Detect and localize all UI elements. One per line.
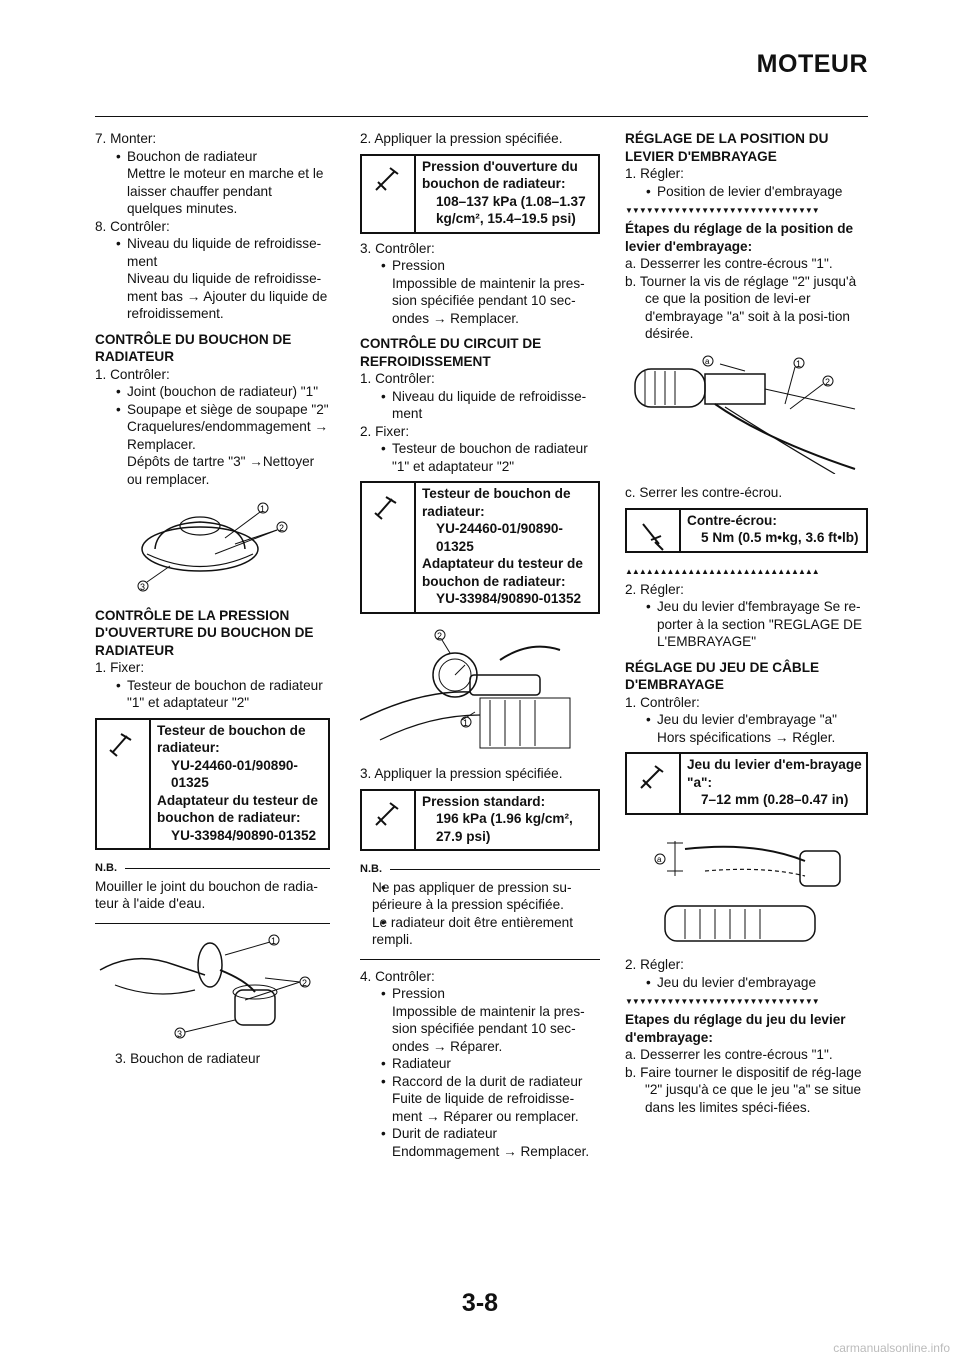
spec-value: YU-24460-01/90890-01325 <box>436 521 563 554</box>
step-b: b. Faire tourner le dispositif de rég-lage "2" jusqu'à ce que le jeu "a" se situe dans les limites spéci-fiées. <box>625 1064 862 1115</box>
bullet: • Niveau du liquide de refroidisse-ment <box>95 235 330 270</box>
bullet: • Durit de radiateur <box>360 1125 600 1143</box>
callout-1: 1 <box>271 935 277 946</box>
lever-position-figure <box>625 349 868 479</box>
wrench-icon <box>362 791 416 850</box>
callout-2: 2 <box>437 630 443 641</box>
header-rule <box>95 116 868 117</box>
steps-title: Etapes du réglage du jeu du levier d'embrayage: <box>625 1012 846 1045</box>
wrench-icon <box>362 156 416 232</box>
cap-tester-figure <box>95 930 330 1045</box>
step-7: 7. Monter: <box>95 131 157 146</box>
nb-end-rule <box>360 959 600 960</box>
text: Niveau du liquide de refroidisse-ment bas → Ajouter du liquide de refroidissement. <box>127 271 328 321</box>
wrench-icon <box>627 754 681 813</box>
spec-label: Adaptateur du testeur de bouchon de radiateur: <box>422 556 583 589</box>
tool-icon <box>362 483 416 612</box>
bullet: • Pression <box>360 257 600 275</box>
spec-value: 7–12 mm (0.28–0.47 in) <box>701 792 849 807</box>
spec-box-locknut <box>625 508 868 553</box>
bullet: • Joint (bouchon de radiateur) "1" <box>95 383 330 401</box>
bullet: • Bouchon de radiateur <box>95 148 330 166</box>
step-8: 8. Contrôler: <box>95 218 170 234</box>
spec-value: 196 kPa (1.96 kg/cm², 27.9 psi) <box>436 811 573 844</box>
step-3: 3. Appliquer la pression spécifiée. <box>360 766 563 781</box>
step-1: 1. Contrôler: <box>95 366 170 382</box>
nb-label: N.B. <box>360 861 600 879</box>
step-c: c. Serrer les contre-écrou. <box>625 485 783 500</box>
spec-label: Adaptateur du testeur de bouchon de radiateur: <box>157 792 318 825</box>
nb-bullet: • Ne pas appliquer de pression su-périeure à la pression spécifiée. <box>360 879 600 914</box>
callout-3: 3 <box>177 1028 183 1039</box>
step-2: 2. Régler: <box>625 581 684 597</box>
heading-cooling-circuit: CONTRÔLE DU CIRCUIT DE REFROIDISSEMENT <box>360 336 542 369</box>
callout-1: 1 <box>463 717 469 728</box>
step-a: a. Desserrer les contre-écrous "1". <box>625 1047 833 1062</box>
column-2 <box>360 130 600 1160</box>
callout-2: 2 <box>279 523 285 533</box>
callout-2: 2 <box>302 977 308 988</box>
section-title: MOTEUR <box>756 50 868 78</box>
radiator-cap-figure <box>95 494 330 599</box>
bullet: • Soupape et siège de soupape "2" <box>95 401 330 419</box>
heading-cap-pressure: CONTRÔLE DE LA PRESSION D'OUVERTURE DU BOUCHON DE RADIATEUR <box>95 607 314 658</box>
heading-lever-position: RÉGLAGE DE LA POSITION DU LEVIER D'EMBRAYAGE <box>625 131 829 164</box>
steps-title: Étapes du réglage de la position de levier d'embrayage: <box>625 221 854 254</box>
spec-label: Jeu du levier d'em-brayage "a": <box>687 757 862 790</box>
spec-value: YU-33984/90890-01352 <box>436 591 582 606</box>
start-marks: ▼▼▼▼▼▼▼▼▼▼▼▼▼▼▼▼▼▼▼▼▼▼▼▼▼▼▼▼ <box>625 997 819 1006</box>
spec-box-tester <box>360 481 600 614</box>
step-2: 2. Appliquer la pression spécifiée. <box>360 131 563 146</box>
text: Impossible de maintenir la pres-sion spécifiée pendant 10 sec-ondes → Remplacer. <box>392 275 585 326</box>
spec-value: 108–137 kPa (1.08–1.37 kg/cm², 15.4–19.5 psi) <box>436 193 586 226</box>
page-number: 3-8 <box>461 1289 499 1317</box>
step-2: 2. Fixer: <box>360 423 410 439</box>
bullet: • Jeu du levier d'fembrayage Se re-porter à la section "REGLAGE DE L'EMBRAYAGE" <box>625 598 868 651</box>
circuit-tester-figure <box>360 620 600 760</box>
step-b: b. Tourner la vis de réglage "2" jusqu'à ce que la position de levi-er d'embrayage "a" soit à la posi-tion désirée. <box>625 273 857 341</box>
step-a: a. Desserrer les contre-écrous "1". <box>625 256 833 271</box>
callout-a: a <box>705 356 710 366</box>
callout-1: 1 <box>796 358 802 369</box>
text: Fuite de liquide de refroidisse-ment → Réparer ou remplacer. <box>392 1091 579 1124</box>
column-1 <box>95 130 330 1068</box>
bullet: • Position de levier d'embrayage <box>625 183 868 201</box>
step-1: 1. Régler: <box>625 166 684 181</box>
spec-box-opening-pressure <box>360 154 600 234</box>
nb-text: Mouiller le joint du bouchon de radia-teur à l'aide d'eau. <box>95 878 318 911</box>
heading-cable-play: RÉGLAGE DU JEU DE CÂBLE D'EMBRAYAGE <box>625 659 820 692</box>
spec-value: YU-33984/90890-01352 <box>171 827 317 843</box>
torque-wrench-icon <box>627 510 681 551</box>
text: Impossible de maintenir la pres-sion spécifiée pendant 10 sec-ondes → Réparer. <box>392 1003 585 1054</box>
tool-icon <box>97 720 151 849</box>
callout-1: 1 <box>260 504 266 514</box>
step-4: 4. Contrôler: <box>360 968 435 984</box>
text: Mettre le moteur en marche et le laisser chauffer pendant quelques minutes. <box>127 166 324 216</box>
text: Hors spécifications → Régler. <box>657 729 836 745</box>
figure-caption: 3. Bouchon de radiateur <box>115 1051 261 1066</box>
spec-box-tester <box>95 718 330 851</box>
bullet: • Jeu du levier d'embrayage <box>625 974 868 992</box>
watermark: carmanualsonline.info <box>833 1341 950 1355</box>
nb-label: N.B. <box>95 860 330 878</box>
bullet: • Jeu du levier d'embrayage "a" <box>625 711 868 729</box>
bullet: • Testeur de bouchon de radiateur "1" et adaptateur "2" <box>360 440 600 475</box>
lever-play-figure <box>625 821 868 951</box>
step-1: 1. Fixer: <box>95 660 145 675</box>
callout-a: a <box>657 854 662 864</box>
start-marks: ▼▼▼▼▼▼▼▼▼▼▼▼▼▼▼▼▼▼▼▼▼▼▼▼▼▼▼▼ <box>625 206 819 215</box>
end-marks: ▲▲▲▲▲▲▲▲▲▲▲▲▲▲▲▲▲▲▲▲▲▲▲▲▲▲▲▲ <box>625 566 819 576</box>
spec-label: Testeur de bouchon de radiateur: <box>422 486 571 519</box>
step-1: 1. Contrôler: <box>625 694 700 710</box>
spec-label: Testeur de bouchon de radiateur: <box>157 722 306 755</box>
callout-2: 2 <box>825 376 831 387</box>
step-1: 1. Contrôler: <box>360 371 435 386</box>
bullet: • Radiateur <box>360 1055 600 1073</box>
spec-value: 5 Nm (0.5 m•kg, 3.6 ft•lb) <box>701 530 859 545</box>
spec-box-lever-play <box>625 752 868 815</box>
step-2: 2. Régler: <box>625 957 684 972</box>
spec-box-standard-pressure <box>360 789 600 852</box>
nb-end-rule <box>95 923 330 924</box>
callout-3: 3 <box>140 582 146 592</box>
text: Dépôts de tartre "3" →Nettoyer ou remplacer. <box>127 454 315 487</box>
bullet: • Testeur de bouchon de radiateur "1" et adaptateur "2" <box>95 677 330 712</box>
bullet: • Pression <box>360 985 600 1003</box>
spec-label: Pression d'ouverture du bouchon de radiateur: <box>422 158 578 191</box>
spec-label: Pression standard: <box>422 793 546 809</box>
column-3 <box>625 130 868 1116</box>
spec-label: Contre-écrou: <box>687 512 777 528</box>
bullet: • Niveau du liquide de refroidisse-ment <box>360 388 600 423</box>
heading-radiator-cap: CONTRÔLE DU BOUCHON DE RADIATEUR <box>95 331 292 364</box>
text: Craquelures/endommagement → Remplacer. <box>127 419 328 452</box>
bullet: • Raccord de la durit de radiateur <box>360 1073 600 1091</box>
spec-value: YU-24460-01/90890-01325 <box>171 757 298 790</box>
text: Endommagement → Remplacer. <box>392 1143 590 1159</box>
nb-bullet: • Le radiateur doit être entièrement rempli. <box>360 914 600 949</box>
step-3: 3. Contrôler: <box>360 240 435 256</box>
